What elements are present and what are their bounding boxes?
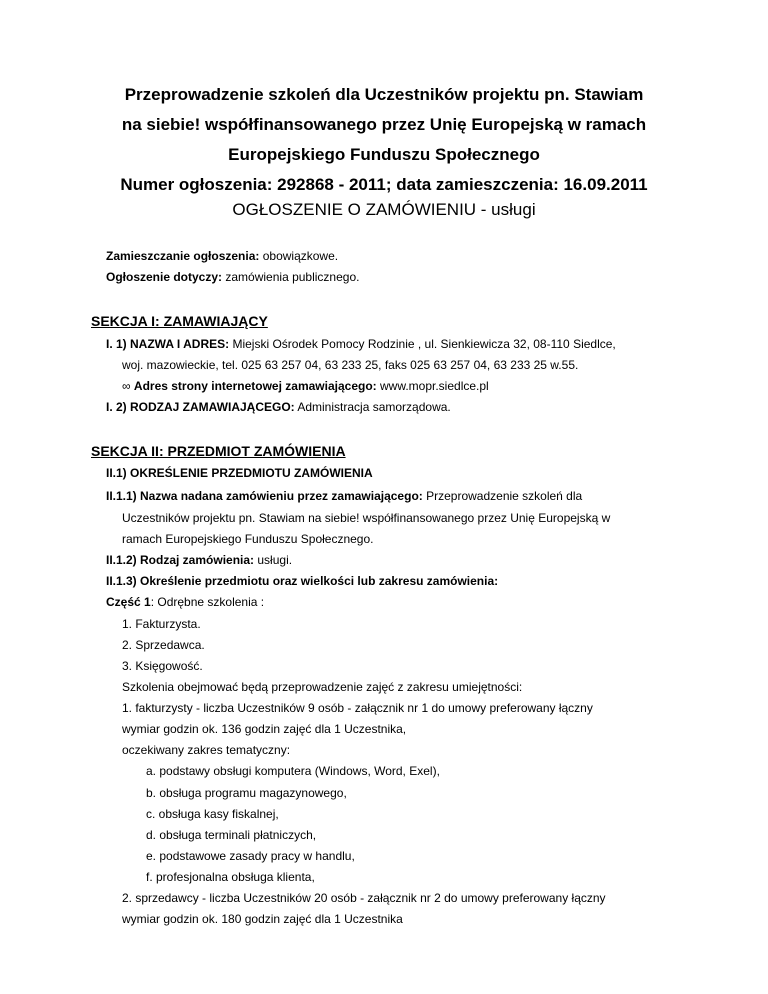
topic-item: e. podstawowe zasady pracy w handlu, <box>146 849 355 863</box>
name-address-label: I. 1) NAZWA I ADRES: <box>106 337 230 351</box>
topic-item: d. obsługa terminali płatniczych, <box>146 828 317 842</box>
section-1-heading: SEKCJA I: ZAMAWIAJĄCY <box>91 313 268 329</box>
name-address-value: Miejski Ośrodek Pomocy Rodzinie , ul. Sienkiewicza 32, 08-110 Siedlce, <box>232 337 616 351</box>
part-line <box>106 594 264 610</box>
concerns-line <box>106 269 359 285</box>
order-kind-label: II.1.2) Rodzaj zamówienia: <box>106 553 255 567</box>
infinity-icon: ∞ <box>122 379 131 393</box>
order-name-continuation: Uczestników projektu pn. Stawiam na siebie! współfinansowanego przez Unię Europejską w <box>122 511 611 525</box>
title-line: Przeprowadzenie szkoleń dla Uczestników projektu pn. Stawiam <box>124 85 644 104</box>
order-name-value: Przeprowadzenie szkoleń dla <box>426 489 583 503</box>
part-label: Część 1 <box>106 595 151 609</box>
order-scope-line <box>106 573 498 589</box>
title-line: na siebie! współfinansowanego przez Unię Europejską w ramach <box>121 115 647 134</box>
topic-item: c. obsługa kasy fiskalnej, <box>146 807 279 821</box>
paragraph-line: wymiar godzin ok. 136 godzin zajęć dla 1 Uczestnika, <box>122 722 407 736</box>
paragraph-line: wymiar godzin ok. 180 godzin zajęć dla 1 Uczestnika <box>122 912 403 926</box>
name-address-line <box>106 336 616 352</box>
placement-label: Zamieszczanie ogłoszenia: <box>106 249 260 263</box>
contracting-type-line <box>106 399 451 415</box>
subsection-heading <box>106 465 373 481</box>
training-item: 1. Fakturzysta. <box>122 617 201 631</box>
paragraph-line: 2. sprzedawcy - liczba Uczestników 20 osób - załącznik nr 2 do umowy preferowany łączny <box>122 891 606 905</box>
placement-line <box>106 248 338 264</box>
contracting-type-value: Administracja samorządowa. <box>297 400 451 414</box>
trainings-intro: Szkolenia obejmować będą przeprowadzenie zajęć z zakresu umiejętności: <box>122 680 523 694</box>
training-item: 3. Księgowość. <box>122 659 203 673</box>
part-value: : Odrębne szkolenia : <box>150 595 265 609</box>
website-link[interactable]: www.mopr.siedlce.pl <box>380 379 489 393</box>
subsection-label: II.1) OKREŚLENIE PRZEDMIOTU ZAMÓWIENIA <box>106 466 373 480</box>
topic-item: a. podstawy obsługi komputera (Windows, Word, Exel), <box>146 764 440 778</box>
document-title <box>0 80 768 200</box>
order-kind-value: usługi. <box>257 553 293 567</box>
topic-item: f. profesjonalna obsługa klienta, <box>146 870 315 884</box>
address-continuation: woj. mazowieckie, tel. 025 63 257 04, 63 233 25, faks 025 63 257 04, 63 233 25 w.55. <box>122 358 579 372</box>
order-kind-line <box>106 552 292 568</box>
title-line: Numer ogłoszenia: 292868 - 2011; data zamieszczenia: 16.09.2011 <box>120 175 648 194</box>
training-item: 2. Sprzedawca. <box>122 638 205 652</box>
expected-scope-label: oczekiwany zakres tematyczny: <box>122 743 291 757</box>
website-line <box>122 378 489 394</box>
section-2-heading: SEKCJA II: PRZEDMIOT ZAMÓWIENIA <box>91 443 346 459</box>
concerns-label: Ogłoszenie dotyczy: <box>106 270 223 284</box>
title-line: Europejskiego Funduszu Społecznego <box>228 145 540 164</box>
website-label: Adres strony internetowej zamawiającego: <box>133 379 377 393</box>
paragraph-line: 1. fakturzysty - liczba Uczestników 9 osób - załącznik nr 1 do umowy preferowany łączny <box>122 701 593 715</box>
order-scope-label: II.1.3) Określenie przedmiotu oraz wielkości lub zakresu zamówienia: <box>106 574 499 588</box>
document-subtitle: OGŁOSZENIE O ZAMÓWIENIU - usługi <box>232 200 536 219</box>
topic-item: b. obsługa programu magazynowego, <box>146 786 347 800</box>
order-name-continuation: ramach Europejskiego Funduszu Społecznego. <box>122 532 374 546</box>
order-name-line <box>106 488 582 504</box>
order-name-label: II.1.1) Nazwa nadana zamówieniu przez zamawiającego: <box>106 489 423 503</box>
contracting-type-label: I. 2) RODZAJ ZAMAWIAJĄCEGO: <box>106 400 295 414</box>
concerns-value: zamówienia publicznego. <box>225 270 360 284</box>
placement-value: obowiązkowe. <box>262 249 339 263</box>
